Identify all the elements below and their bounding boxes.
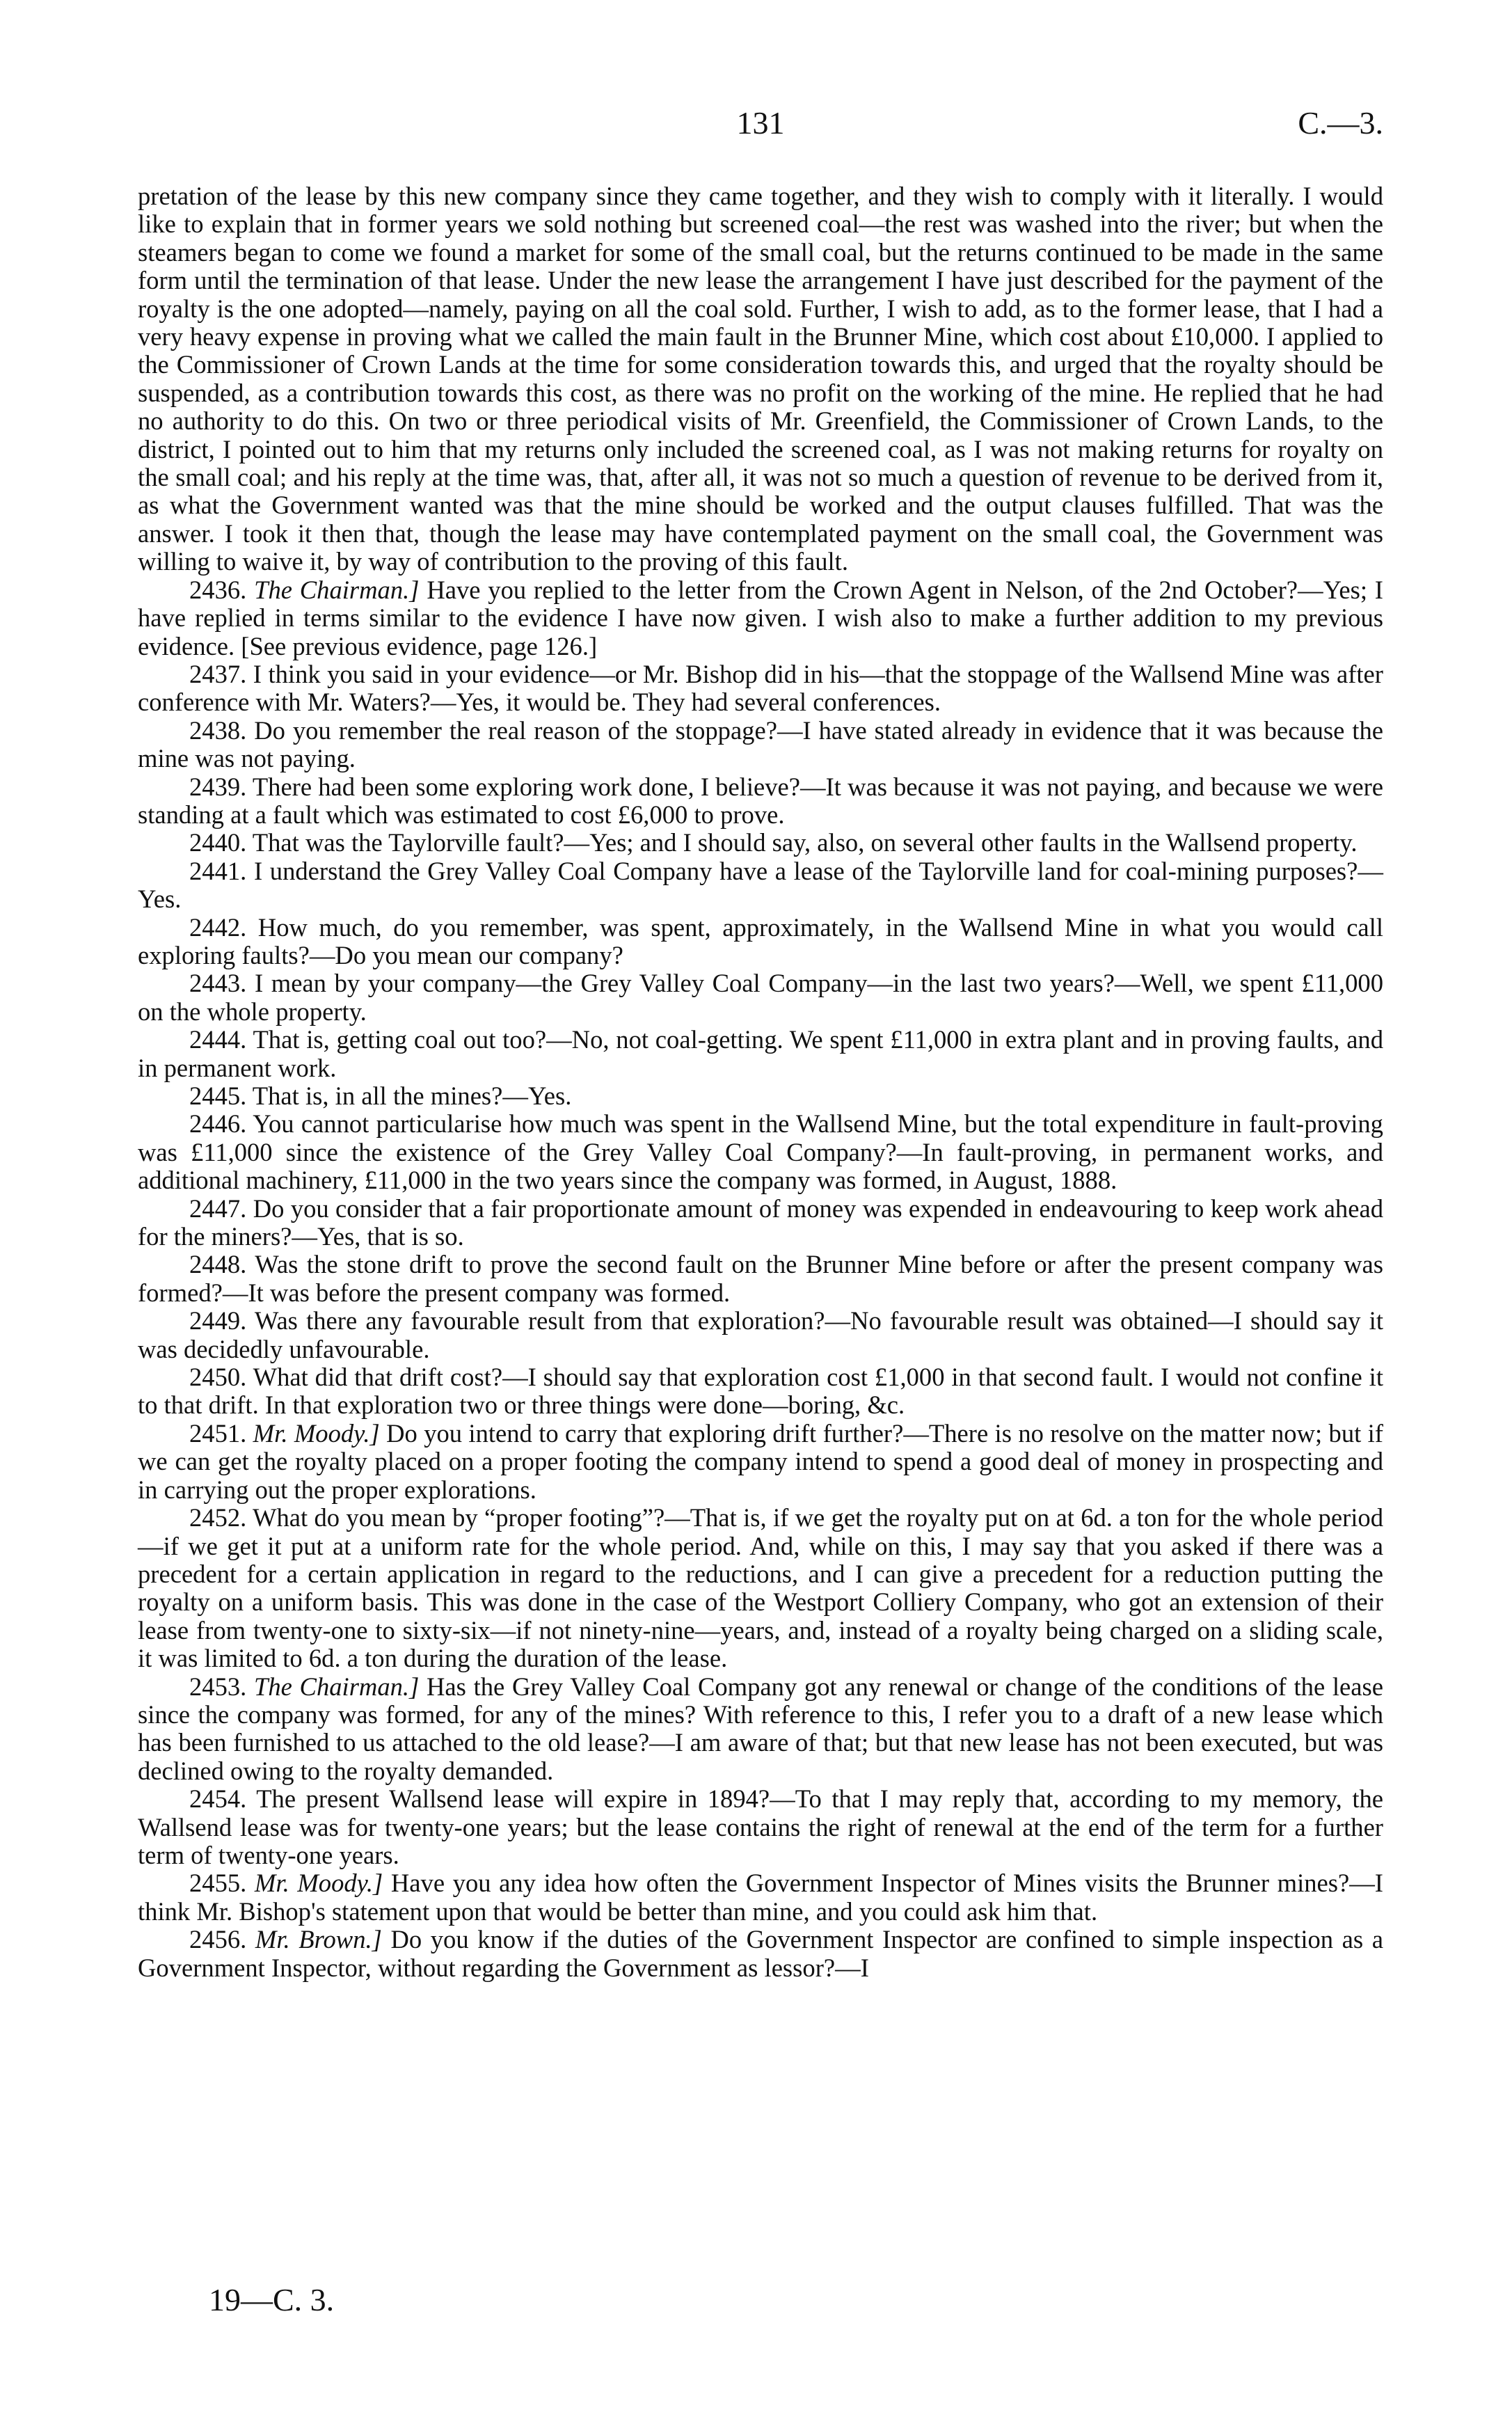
question-text: What did that drift cost?—I should say that exploration cost £1,000 in that second fault. I would not confine it to that drift. In that exploration two or three things were done—boring, &c. [138, 1363, 1384, 1420]
question-text: That is, getting coal out too?—No, not coal-getting. We spent £11,000 in extra plant and in proving faults, and in permanent work. [138, 1025, 1384, 1082]
question-text: Do you consider that a fair proportionate amount of money was expended in endeavouring to keep work ahead for the miners?—Yes, that is so. [138, 1194, 1383, 1251]
question-number: 2441. [189, 856, 247, 885]
question-number: 2456. [189, 1925, 247, 1954]
qa-paragraph [138, 857, 1383, 914]
page-number: 131 [736, 105, 785, 141]
speaker-name: Mr. Moody.] [253, 1418, 380, 1448]
document-body [138, 182, 1383, 1982]
question-number: 2444. [189, 1025, 247, 1054]
question-number: 2455. [189, 1869, 247, 1898]
question-text: I think you said in your evidence—or Mr. Bishop did in his—that the stoppage of the Wallsend Mine was after conference with Mr. Waters?—Yes, it would be. They had several conferences. [138, 659, 1383, 717]
qa-paragraph [138, 660, 1383, 717]
question-text: That is, in all the mines?—Yes. [252, 1081, 572, 1110]
question-text: Do you intend to carry that exploring drift further?—There is no resolve on the matter now; but if we can get the royalty placed on a proper footing the company intend to spend a good deal of money in prospecting and in carrying out the proper explorations. [138, 1418, 1383, 1504]
question-text: There had been some exploring work done, I believe?—It was because it was not paying, and because we were standing at a fault which was estimated to cost £6,000 to prove. [138, 772, 1383, 829]
question-number: 2440. [189, 828, 247, 857]
opening-paragraph: pretation of the lease by this new company since they came together, and they wish to comply with it literally. I would like to explain that in former years we sold nothing but screened coal—the rest was washed into the river; but when the steamers began to come we found a market for some of the small coal, but the returns continued to be made in the same form until the termination of that lease. Under the new lease the arrangement I have just described for the payment of the royalty is the one adopted—namely, paying on all the coal sold. Further, I wish to add, as to the former lease, that I had a very heavy expense in proving what we called the main fault in the Brunner Mine, which cost about £10,000. I applied to the Commissioner of Crown Lands at the time for some consideration towards this, and urged that the royalty should be suspended, as a contribution towards this cost, as there was no profit on the working of the mine. He replied that he had no authority to do this. On two or three periodical visits of Mr. Greenfield, the Commissioner of Crown Lands, to the district, I pointed out to him that my returns only included the screened coal, as I was not making returns for royalty on the small coal; and his reply at the time was, that, after all, it was not so much a question of revenue to be derived from it, as what the Government wanted was that the mine should be worked and the output clauses fulfilled. That was the answer. I took it then that, though the lease may have contemplated payment on the small coal, the Government was willing to waive it, by way of contribution to the proving of this fault. [138, 182, 1383, 576]
qa-paragraph [138, 1251, 1383, 1307]
question-number: 2454. [189, 1784, 247, 1814]
question-text: What do you mean by “proper footing”?—That is, if we get the royalty put on at 6d. a ton for the whole period—if we get it put at a uniform rate for the whole period. And, while on this, I may say that you asked if there was a precedent for a certain application in regard to the reductions, and I can give a precedent for a reduction putting the royalty on a uniform basis. This was done in the case of the Westport Colliery Company, who got an extension of their lease from twenty-one to sixty-six—if not ninety-nine—years, and, instead of a royalty being charged on a sliding scale, it was limited to 6d. a ton during the duration of the lease. [138, 1503, 1383, 1673]
qa-paragraph [138, 1110, 1383, 1194]
question-text: I understand the Grey Valley Coal Company have a lease of the Taylorville land for coal-mining purposes?—Yes. [138, 856, 1383, 914]
qa-paragraph [138, 1307, 1383, 1363]
qa-paragraph [138, 1195, 1383, 1251]
qa-paragraph [138, 1504, 1383, 1672]
question-number: 2442. [189, 912, 247, 942]
speaker-name: Mr. Moody.] [254, 1869, 383, 1898]
question-text: Was the stone drift to prove the second fault on the Brunner Mine before or after the present company was formed?—It was before the present company was formed. [138, 1250, 1383, 1307]
question-number: 2452. [189, 1503, 247, 1532]
question-number: 2446. [189, 1109, 247, 1139]
qa-paragraph [138, 576, 1383, 660]
question-text: You cannot particularise how much was spent in the Wallsend Mine, but the total expenditure in fault-proving was £11,000 since the existence of the Grey Valley Coal Company?—In fault-proving, in permanent works, and additional machinery, £11,000 in the two years since the company was formed, in August, 1888. [138, 1109, 1383, 1195]
qa-list [138, 576, 1383, 1982]
question-text: Do you remember the real reason of the stoppage?—I have stated already in evidence that it was because the mine was not paying. [138, 715, 1383, 773]
qa-paragraph [138, 1082, 1383, 1110]
question-number: 2449. [189, 1306, 247, 1336]
speaker-name: The Chairman.] [254, 1672, 420, 1701]
question-number: 2443. [189, 969, 247, 998]
speaker-name: The Chairman.] [254, 575, 420, 604]
qa-paragraph [138, 1420, 1383, 1504]
page-header [138, 104, 1383, 153]
qa-paragraph [138, 829, 1383, 857]
question-number: 2450. [189, 1363, 247, 1392]
question-text: How much, do you remember, was spent, approximately, in the Wallsend Mine in what you would call exploring faults?—Do you mean our company? [138, 912, 1383, 969]
qa-paragraph [138, 1673, 1383, 1786]
question-text: I mean by your company—the Grey Valley Coal Company—in the last two years?—Well, we spent £11,000 on the whole property. [138, 969, 1383, 1026]
question-text: That was the Taylorville fault?—Yes; and I should say, also, on several other faults in the Wallsend property. [252, 828, 1358, 857]
question-number: 2453. [189, 1672, 247, 1701]
question-number: 2439. [189, 772, 247, 801]
qa-paragraph [138, 717, 1383, 773]
qa-paragraph [138, 969, 1383, 1026]
question-number: 2451. [189, 1418, 247, 1448]
question-text: Do you know if the duties of the Government Inspector are confined to simple inspection as a Government Inspector, without regarding the Government as lessor?—I [138, 1925, 1383, 1982]
paper-code: C.—3. [1298, 105, 1383, 141]
question-text: The present Wallsend lease will expire in 1894?—To that I may reply that, according to my memory, the Wallsend lease was for twenty-one years; but the lease contains the right of renewal at the end of the term for a further term of twenty-one years. [138, 1784, 1384, 1869]
question-text: Was there any favourable result from that exploration?—No favourable result was obtained—I should say it was decidedly unfavourable. [138, 1306, 1384, 1363]
question-number: 2445. [189, 1081, 247, 1110]
question-number: 2437. [189, 659, 247, 688]
qa-paragraph [138, 773, 1383, 830]
question-number: 2447. [189, 1194, 247, 1223]
question-text: Have you any idea how often the Government Inspector of Mines visits the Brunner mines?—I think Mr. Bishop's statement upon that would be better than mine, and you could ask him that. [138, 1869, 1383, 1926]
question-text: Have you replied to the letter from the Crown Agent in Nelson, of the 2nd October?—Yes; I have replied in terms similar to the evidence I have now given. I wish also to make a further addition to my previous evidence. [See previous evidence, page 126.] [138, 575, 1383, 660]
qa-paragraph [138, 1926, 1383, 1982]
question-number: 2448. [189, 1250, 247, 1279]
question-text: Has the Grey Valley Coal Company got any renewal or change of the conditions of the lease since the company was formed, for any of the mines? With reference to this, I refer you to a draft of a new lease which has been furnished to us attached to the old lease?—I am aware of that; but that new lease has not been executed, but was declined owing to the royalty demanded. [138, 1672, 1383, 1785]
page-footer-signature: 19—C. 3. [209, 2282, 335, 2317]
qa-paragraph [138, 1869, 1383, 1926]
speaker-name: Mr. Brown.] [255, 1925, 382, 1954]
qa-paragraph [138, 1363, 1383, 1420]
question-number: 2438. [189, 715, 247, 745]
qa-paragraph [138, 914, 1383, 970]
qa-paragraph [138, 1785, 1383, 1869]
question-number: 2436. [189, 575, 247, 604]
qa-paragraph [138, 1026, 1383, 1082]
